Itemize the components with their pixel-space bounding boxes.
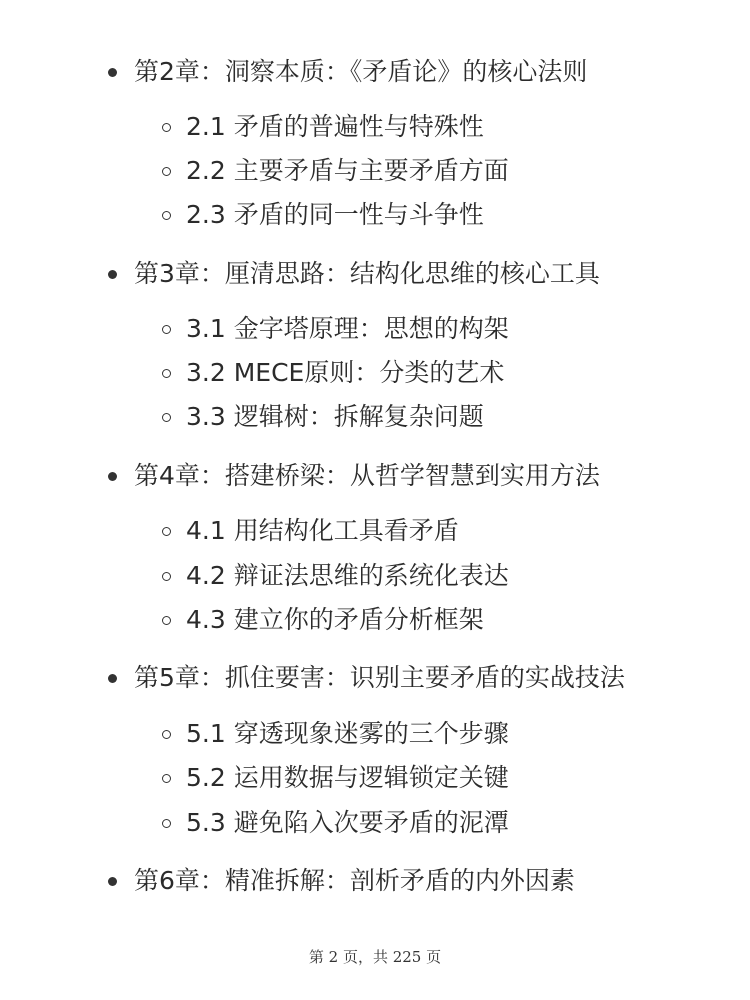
section-item — [162, 600, 484, 640]
section-item — [162, 397, 484, 437]
hollow-bullet-icon — [162, 413, 171, 422]
hollow-bullet-icon — [162, 325, 171, 334]
chapter-title: 第4章：搭建桥梁：从哲学智慧到实用方法 — [134, 461, 600, 490]
section-title: 5.1 穿透现象迷雾的三个步骤 — [186, 719, 509, 748]
hollow-bullet-icon — [162, 369, 171, 378]
chapter-title: 第5章：抓住要害：识别主要矛盾的实战技法 — [134, 663, 625, 692]
section-title: 2.2 主要矛盾与主要矛盾方面 — [186, 156, 509, 185]
section-title: 2.3 矛盾的同一性与斗争性 — [186, 200, 484, 229]
section-title: 3.2 MECE原则：分类的艺术 — [186, 358, 505, 387]
chapter-title: 第6章：精准拆解：剖析矛盾的内外因素 — [134, 866, 575, 895]
hollow-bullet-icon — [162, 774, 171, 783]
section-title: 4.3 建立你的矛盾分析框架 — [186, 605, 484, 634]
filled-bullet-icon — [108, 270, 117, 279]
filled-bullet-icon — [108, 68, 117, 77]
chapter-title: 第2章：洞察本质：《矛盾论》的核心法则 — [134, 57, 588, 86]
section-item — [162, 511, 459, 551]
section-item — [162, 353, 504, 393]
section-title: 3.1 金字塔原理：思想的构架 — [186, 314, 509, 343]
section-item — [162, 107, 484, 147]
section-item — [162, 758, 509, 798]
section-title: 5.2 运用数据与逻辑锁定关键 — [186, 763, 509, 792]
filled-bullet-icon — [108, 877, 117, 886]
chapter-item — [108, 52, 587, 92]
chapter-title: 第3章：厘清思路：结构化思维的核心工具 — [134, 259, 600, 288]
section-item — [162, 714, 509, 754]
hollow-bullet-icon — [162, 167, 171, 176]
section-title: 4.1 用结构化工具看矛盾 — [186, 516, 459, 545]
section-title: 2.1 矛盾的普遍性与特殊性 — [186, 112, 484, 141]
hollow-bullet-icon — [162, 123, 171, 132]
chapter-item — [108, 254, 600, 294]
filled-bullet-icon — [108, 472, 117, 481]
section-item — [162, 556, 509, 596]
section-item — [162, 151, 509, 191]
page-number-footer: 第 2 页，共 225 页 — [308, 948, 442, 966]
filled-bullet-icon — [108, 674, 117, 683]
chapter-item — [108, 658, 625, 698]
section-item — [162, 195, 484, 235]
hollow-bullet-icon — [162, 616, 171, 625]
hollow-bullet-icon — [162, 572, 171, 581]
hollow-bullet-icon — [162, 527, 171, 536]
section-title: 3.3 逻辑树：拆解复杂问题 — [186, 402, 484, 431]
chapter-item — [108, 861, 575, 901]
hollow-bullet-icon — [162, 730, 171, 739]
section-item — [162, 309, 509, 349]
hollow-bullet-icon — [162, 211, 171, 220]
section-title: 4.2 辩证法思维的系统化表达 — [186, 561, 509, 590]
hollow-bullet-icon — [162, 819, 171, 828]
chapter-item — [108, 456, 600, 496]
section-item — [162, 803, 509, 843]
section-title: 5.3 避免陷入次要矛盾的泥潭 — [186, 808, 509, 837]
